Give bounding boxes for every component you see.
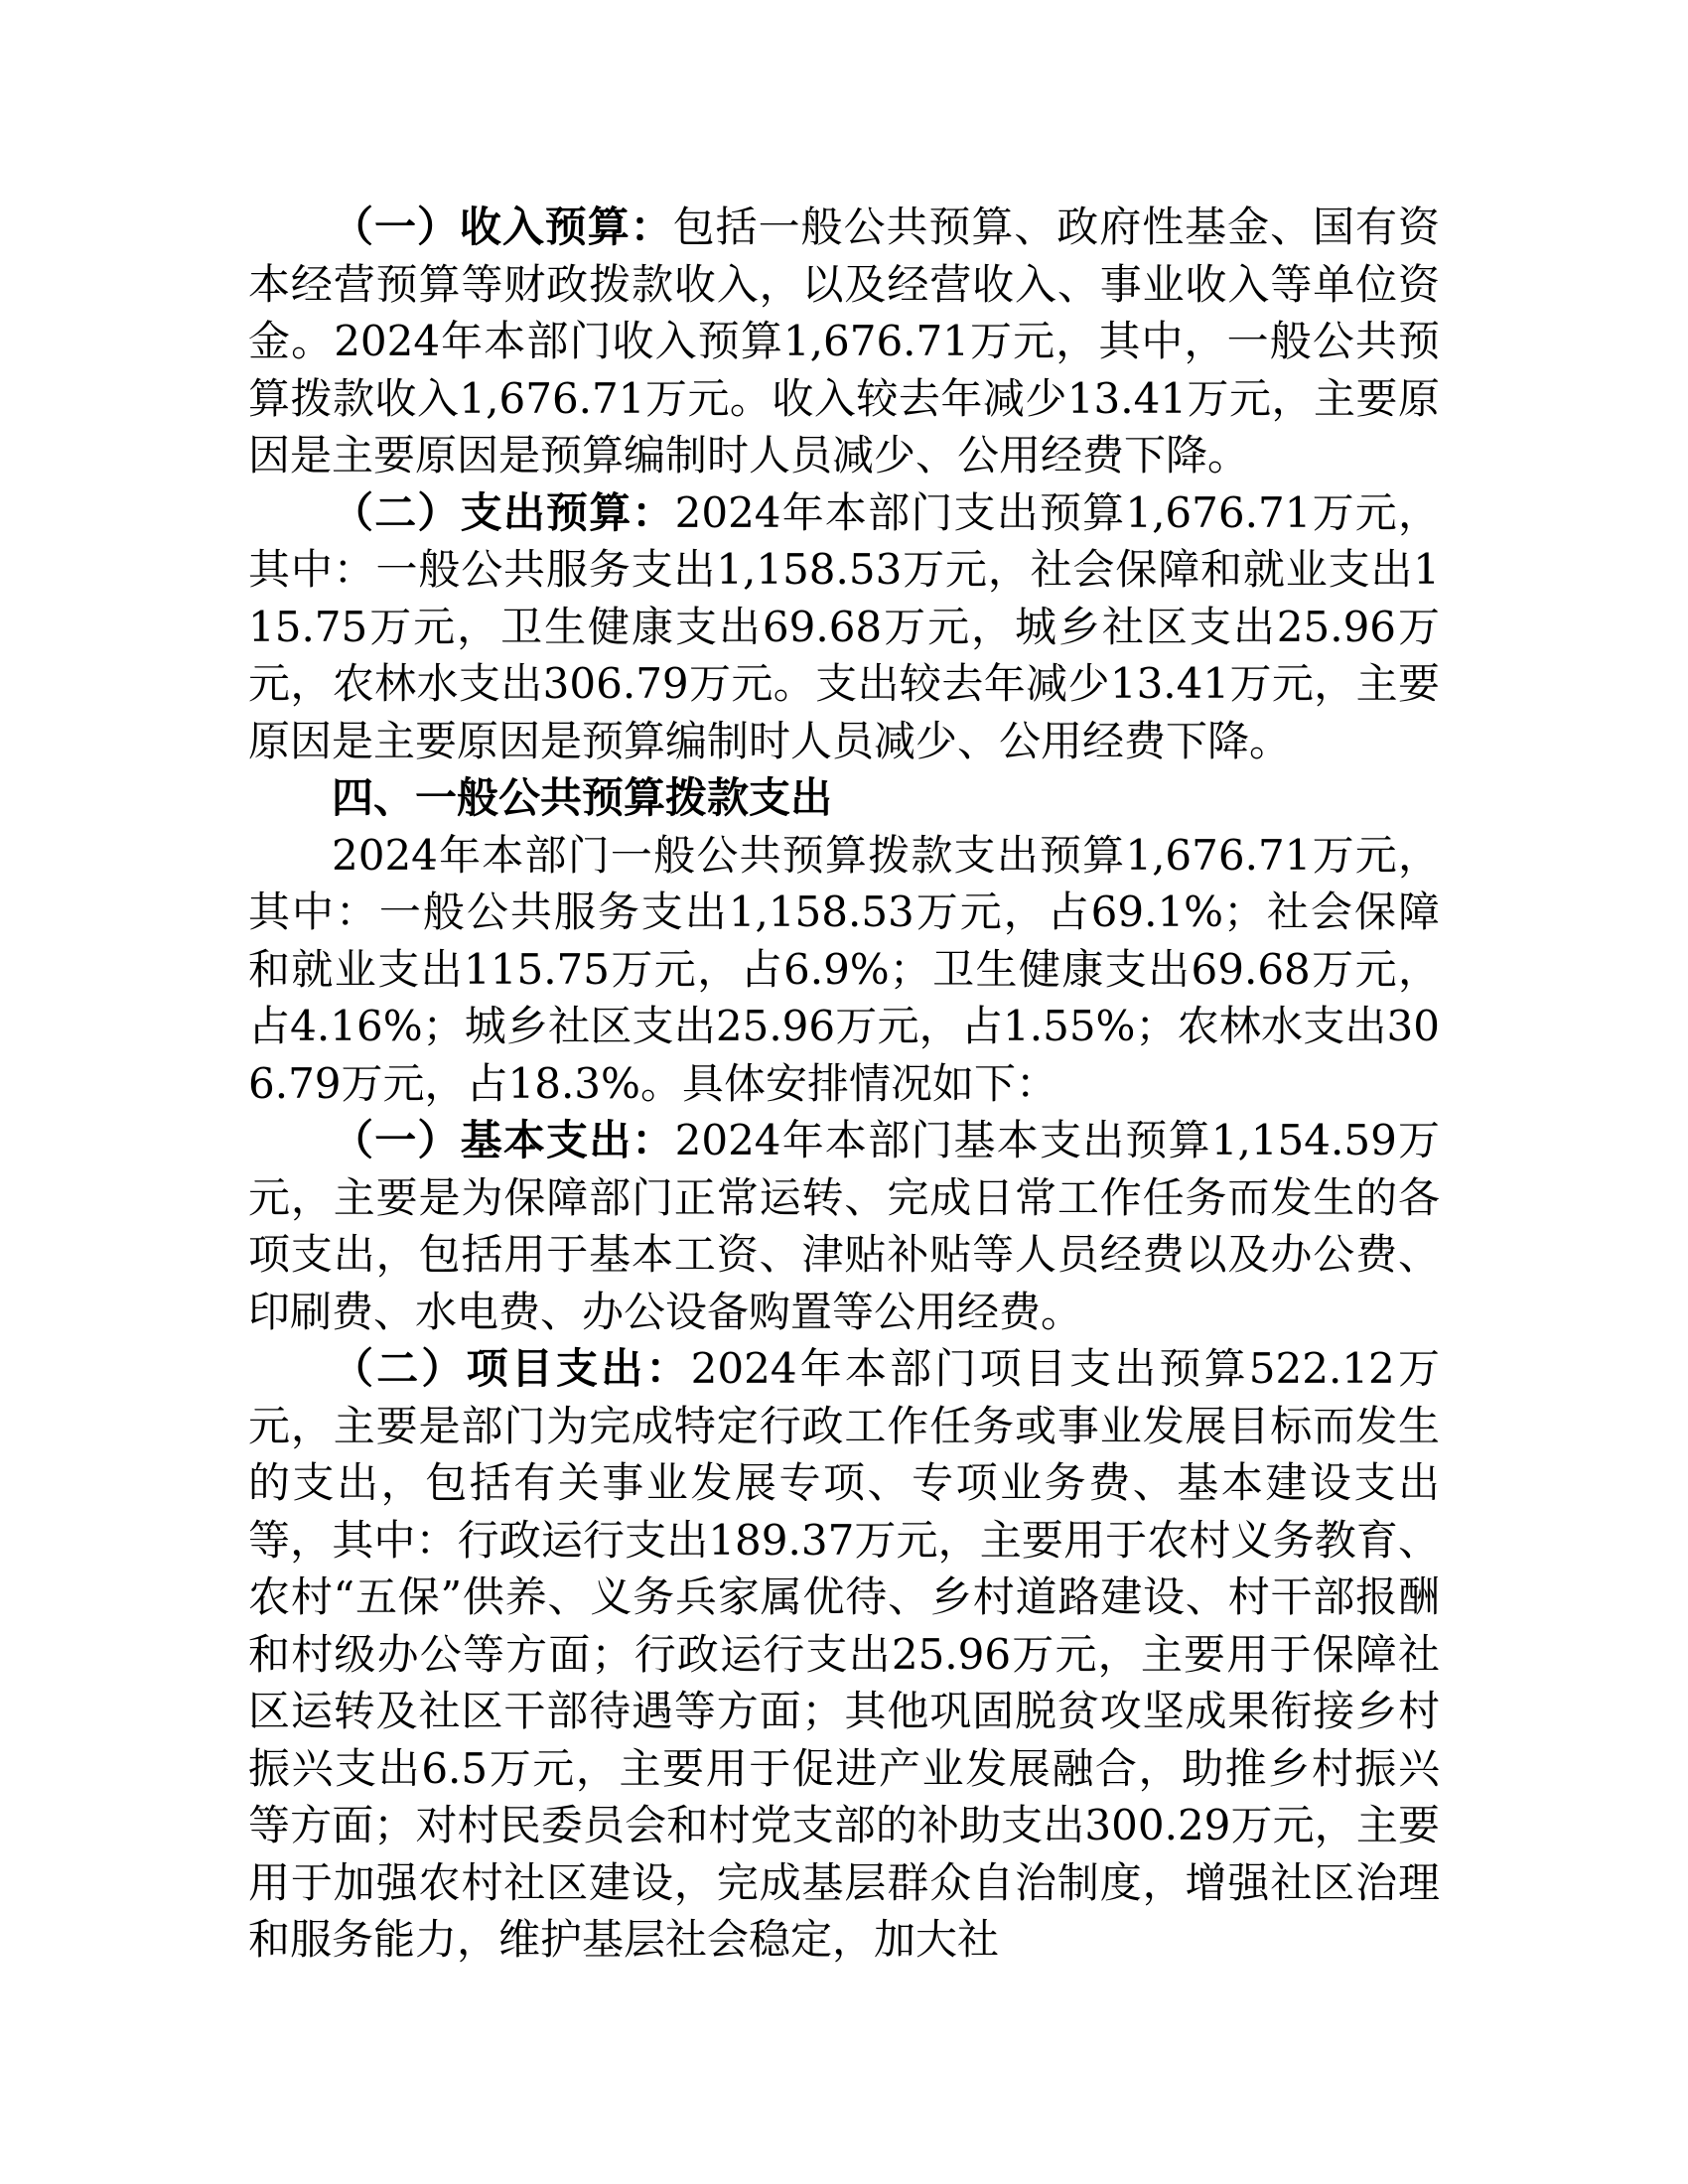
paragraph-project-expenditure [248, 1340, 1440, 1969]
basic-expenditure-text: 2024年本部门基本支出预算1,154.59万元，主要是为保障部门正常运转、完成日常工作任务而发生的各项支出，包括用于基本工资、津贴补贴等人员经费以及办公费、印刷费、水电费、办公设备购置等公用经费。 [248, 1116, 1440, 1336]
paragraph-basic-expenditure [248, 1112, 1440, 1340]
income-budget-lead: （一）收入预算： [332, 203, 673, 251]
document-body [248, 199, 1440, 1969]
basic-expenditure-lead: （一）基本支出： [332, 1116, 675, 1164]
project-expenditure-lead: （二）项目支出： [332, 1344, 691, 1393]
section-heading: 四、一般公共预算拨款支出 [332, 773, 833, 822]
project-expenditure-text: 2024年本部门项目支出预算522.12万元，主要是部门为完成特定行政工作任务或事业发展目标而发生的支出，包括有关事业发展专项、专项业务费、基本建设支出等，其中：行政运行支出189.37万元，主要用于农村义务教育、农村“五保”供养、义务兵家属优待、乡村道路建设、村干部报酬和村级办公等方面；行政运行支出25.96万元，主要用于保障社区运转及社区干部待遇等方面；其他巩固脱贫攻坚成果衔接乡村振兴支出6.5万元，主要用于促进产业发展融合，助推乡村振兴等方面；对村民委员会和村党支部的补助支出300.29万元，主要用于加强农村社区建设，完成基层群众自治制度，增强社区治理和服务能力，维护基层社会稳定，加大社 [248, 1344, 1440, 1964]
income-budget-text: 包括一般公共预算、政府性基金、国有资本经营预算等财政拨款收入，以及经营收入、事业收入等单位资金。2024年本部门收入预算1,676.71万元，其中，一般公共预算拨款收入1,676.71万元。收入较去年减少13.41万元，主要原因是主要原因是预算编制时人员减少、公用经费下降。 [248, 203, 1440, 479]
expenditure-budget-text: 2024年本部门支出预算1,676.71万元，其中：一般公共服务支出1,158.53万元，社会保障和就业支出115.75万元，卫生健康支出69.68万元，城乡社区支出25.96万元，农林水支出306.79万元。支出较去年减少13.41万元，主要原因是主要原因是预算编制时人员减少、公用经费下降。 [248, 487, 1440, 765]
section-intro: 2024年本部门一般公共预算拨款支出预算1,676.71万元，其中：一般公共服务支出1,158.53万元，占69.1%；社会保障和就业支出115.75万元，占6.9%；卫生健康支出69.68万元，占4.16%；城乡社区支出25.96万元，占1.55%；农林水支出306.79万元，占18.3%。具体安排情况如下： [248, 830, 1440, 1108]
paragraph-expenditure-budget [248, 484, 1440, 770]
paragraph-income-budget [248, 199, 1440, 484]
expenditure-budget-lead: （二）支出预算： [332, 487, 675, 537]
